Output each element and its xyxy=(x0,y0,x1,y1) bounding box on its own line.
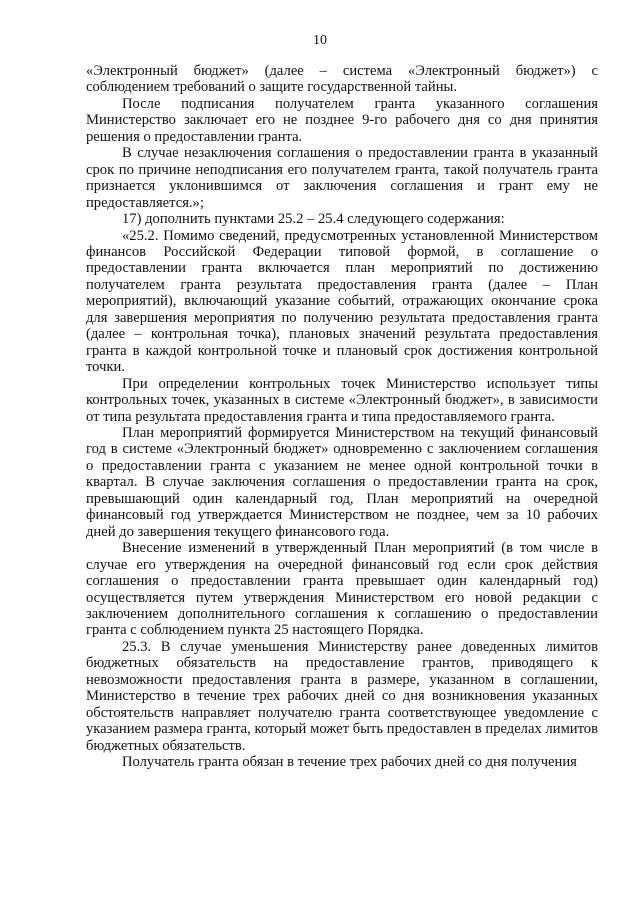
paragraph-clause-25-3: 25.3. В случае уменьшения Министерству ранее доведенных лимитов бюджетных обязательств на предоставление грантов, приводящего к невозможности предоставления гранта в размере, указанном в соглашении, Министерство в течение трех рабочих дней со дня возникновения указанных обстоятельств направляет получателю гранта соответствующее уведомление с указанием размера гранта, который может быть предоставлен в пределах лимитов бюджетных обязательств. xyxy=(86,638,598,754)
paragraph-control-points: При определении контрольных точек Министерство использует типы контрольных точек, указанных в системе «Электронный бюджет», в зависимости от типа результата предоставления гранта и типа предоставляемого гранта. xyxy=(86,375,598,425)
paragraph-grant-recipient-obligation: Получатель гранта обязан в течение трех рабочих дней со дня получения xyxy=(122,754,577,771)
paragraph-agreement-signing: После подписания получателем гранта указанного соглашения Министерство заключает его не позднее 9-го рабочего дня со дня принятия решения о предоставлении гранта. xyxy=(86,95,598,145)
paragraph-clause-25-2: «25.2. Помимо сведений, предусмотренных установленной Министерством финансов Российской Федерации типовой формой, в соглашение о предоставлении гранта включается план мероприятий по достижению получателем гранта результата предоставления гранта (далее – План мероприятий), включающий указание событий, отражающих окончание срока для завершения мероприятия по получению результата предоставления гранта (далее – контрольная точка), плановых значений результата предоставления гранта в каждой контрольной точке и плановый срок достижения контрольной точки. xyxy=(86,227,598,376)
paragraph-plan-changes: Внесение изменений в утвержденный План мероприятий (в том числе в случае его утверждения на очередной финансовый год если срок действия соглашения о предоставлении гранта превышает один календарный год) осуществляется путем утверждения Министерством его новой редакции с заключением дополнительного соглашения к соглашению о предоставлении гранта с соблюдением пункта 25 настоящего Порядка. xyxy=(86,540,598,639)
paragraph-agreement-non-conclusion: В случае незаключения соглашения о предоставлении гранта в указанный срок по причине неподписания его получателем гранта, такой получатель гранта признается уклонившимся от заключения соглашения и грант ему не предоставляется.»; xyxy=(86,145,598,211)
page-number: 10 xyxy=(313,33,327,48)
paragraph-item-17: 17) дополнить пунктами 25.2 – 25.4 следующего содержания: xyxy=(122,211,505,228)
paragraph-system-electronic-budget: «Электронный бюджет» (далее – система «Электронный бюджет») с соблюдением требований о защите государственной тайны. xyxy=(86,63,598,96)
document-body xyxy=(86,63,598,770)
paragraph-plan-formation: План мероприятий формируется Министерством на текущий финансовый год в системе «Электронный бюджет» одновременно с заключением соглашения о предоставлении гранта с указанием не менее одной контрольной точки в квартал. В случае заключения соглашения о предоставлении гранта на срок, превышающий один календарный год, План мероприятий на очередной финансовый год утверждается Министерством не позднее, чем за 10 рабочих дней до завершения текущего финансового года. xyxy=(86,424,598,540)
